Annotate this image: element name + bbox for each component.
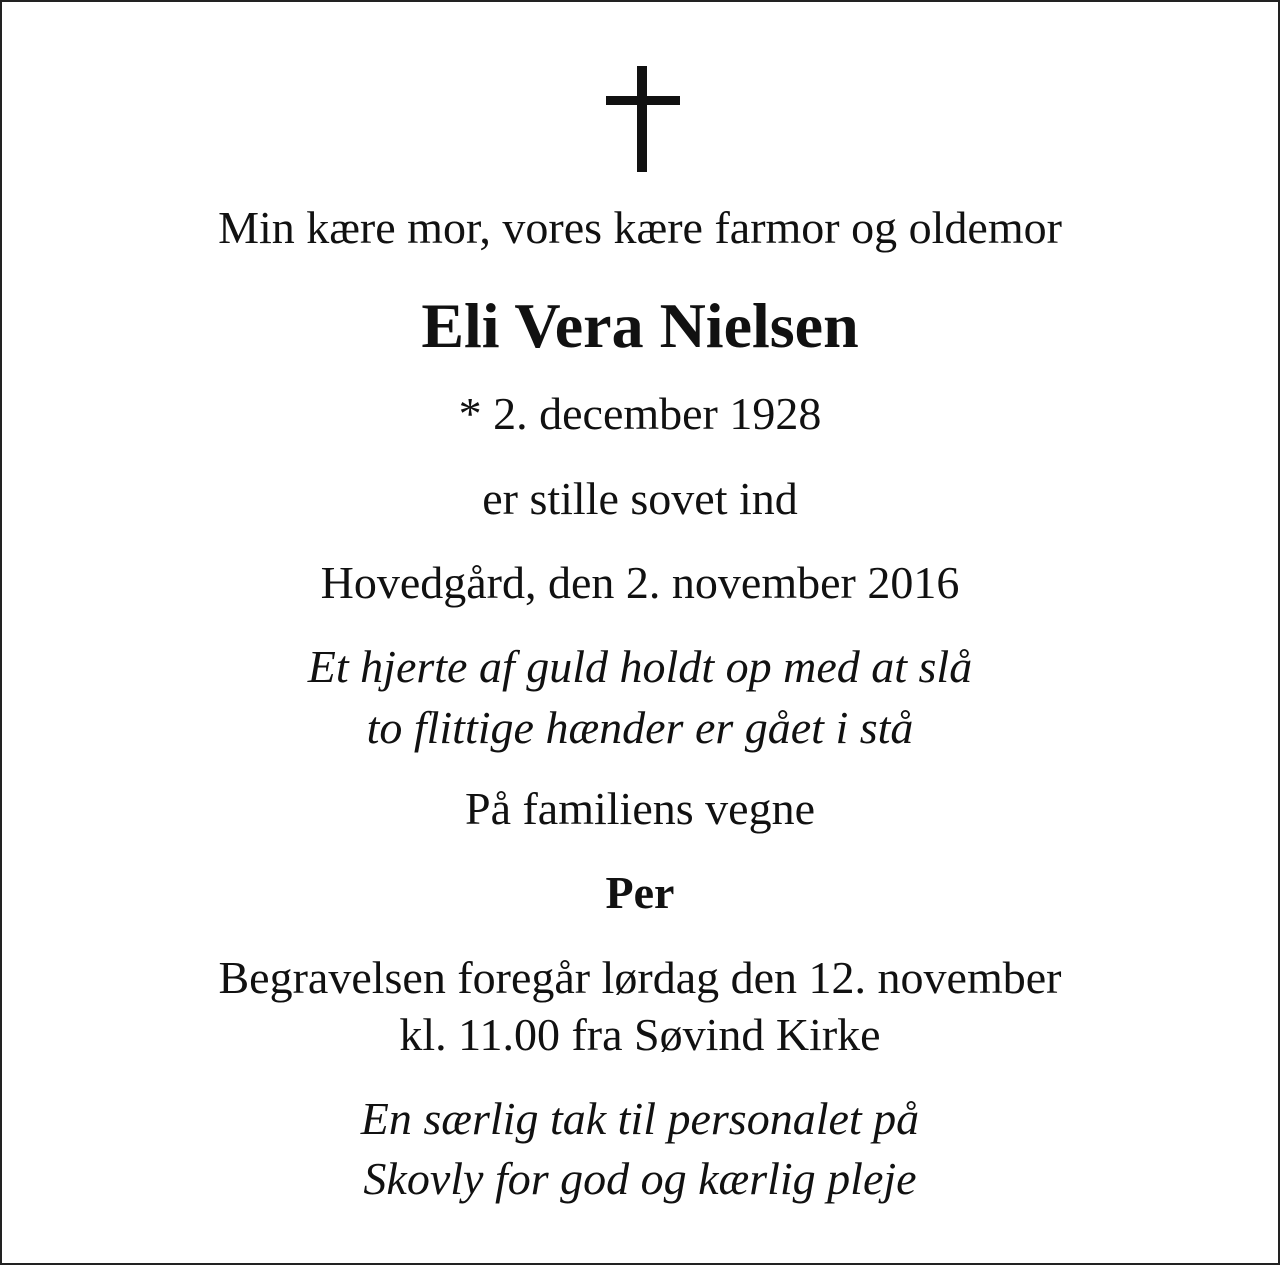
passed-text: er stille sovet ind <box>482 473 798 524</box>
place-and-date: Hovedgård, den 2. november 2016 <box>320 557 960 608</box>
thanks-line: En særlig tak til personalet på <box>360 1093 920 1144</box>
funeral-line: Begravelsen foregår lørdag den 12. november <box>218 952 1062 1003</box>
funeral-line: kl. 11.00 fra Søvind Kirke <box>399 1009 881 1060</box>
birth-date: * 2. december 1928 <box>458 388 822 439</box>
poem-line: to flittige hænder er gået i stå <box>366 702 914 753</box>
deceased-name: Eli Vera Nielsen <box>421 290 859 361</box>
signature: Per <box>605 867 675 918</box>
intro-text: Min kære mor, vores kære farmor og oldemor <box>218 202 1062 253</box>
poem-line: Et hjerte af guld holdt op med at slå <box>307 641 973 692</box>
cross-icon <box>606 66 680 172</box>
behalf-text: På familiens vegne <box>464 783 815 834</box>
thanks-line: Skovly for god og kærlig pleje <box>363 1153 917 1204</box>
